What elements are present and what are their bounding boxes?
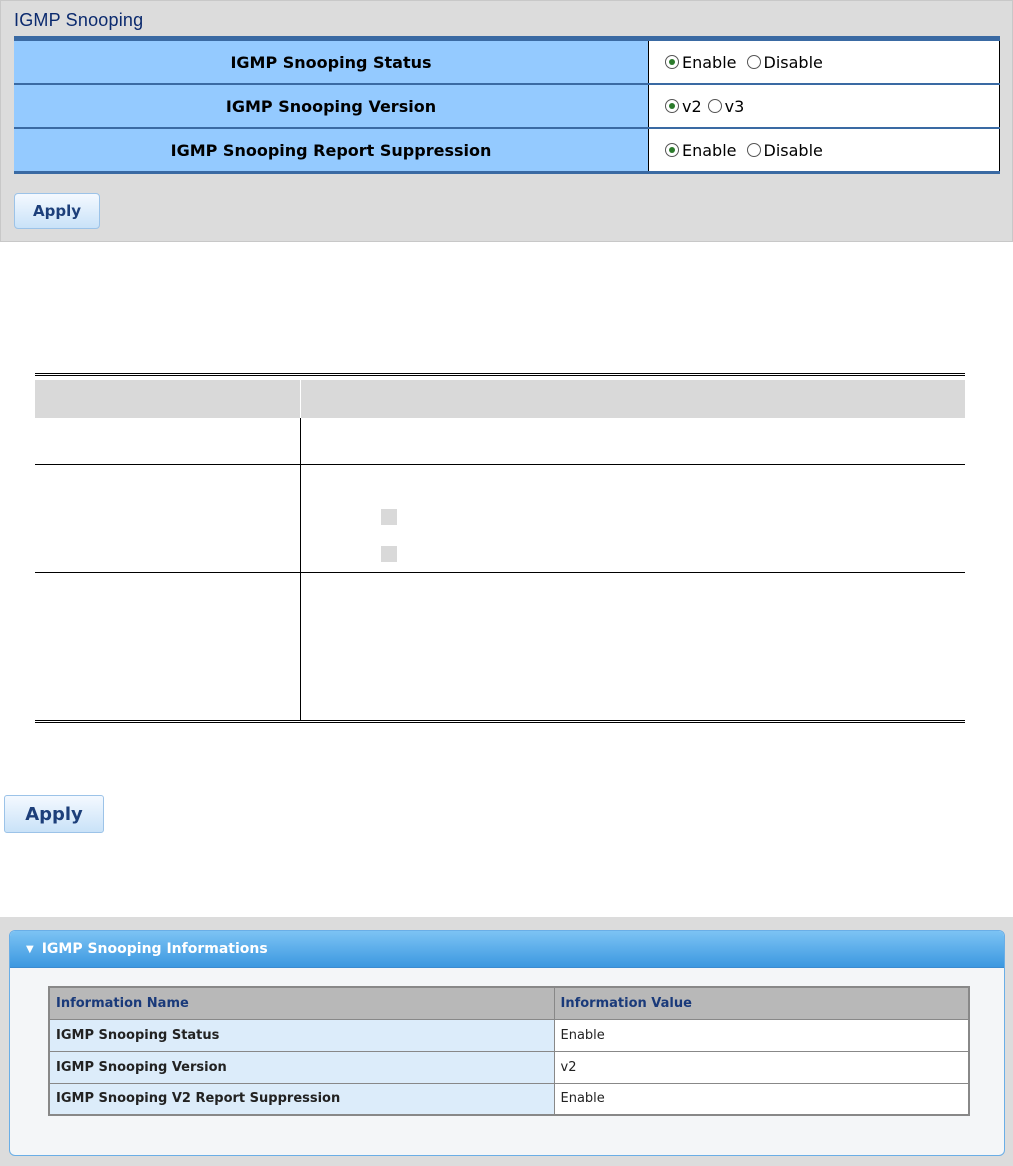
bullet-square-icon (381, 509, 397, 525)
table-header (35, 380, 965, 418)
info-header[interactable] (10, 931, 1004, 968)
apply-button-large[interactable]: Apply (4, 795, 104, 833)
radio-selected-icon[interactable] (665, 99, 679, 113)
config-row-report-suppression (14, 129, 1000, 171)
description-table (35, 373, 965, 723)
suppression-enable-radio[interactable]: Enable (665, 141, 737, 160)
config-table (14, 36, 1000, 174)
row-divider (35, 572, 965, 573)
igmp-snooping-config-panel (0, 0, 1013, 242)
info-name: IGMP Snooping Status (49, 1019, 554, 1051)
igmp-snooping-info-panel (0, 917, 1013, 1166)
radio-selected-icon[interactable] (665, 143, 679, 157)
config-row-status (14, 41, 1000, 83)
info-value: Enable (554, 1019, 969, 1051)
info-value: v2 (554, 1051, 969, 1083)
radio-unselected-icon[interactable] (747, 143, 761, 157)
row-options (649, 41, 1000, 83)
table-row (49, 1019, 969, 1051)
version-v3-radio[interactable]: v3 (708, 97, 745, 116)
info-header-title: IGMP Snooping Informations (41, 941, 268, 957)
config-row-version (14, 85, 1000, 127)
row-options (649, 129, 1000, 171)
row-label: IGMP Snooping Status (14, 41, 649, 83)
row-options (649, 85, 1000, 127)
row-divider (35, 464, 965, 465)
info-table (48, 986, 970, 1116)
column-header-value: Information Value (554, 987, 969, 1019)
info-name: IGMP Snooping V2 Report Suppression (49, 1083, 554, 1115)
info-name: IGMP Snooping Version (49, 1051, 554, 1083)
radio-selected-icon[interactable] (665, 55, 679, 69)
suppression-disable-radio[interactable]: Disable (747, 141, 823, 160)
status-disable-radio[interactable]: Disable (747, 53, 823, 72)
info-value: Enable (554, 1083, 969, 1115)
header-divider (300, 380, 301, 418)
panel-title: IGMP Snooping (14, 10, 144, 30)
row-label: IGMP Snooping Report Suppression (14, 129, 649, 171)
apply-button[interactable]: Apply (14, 193, 100, 229)
table-row (49, 1083, 969, 1115)
row-label: IGMP Snooping Version (14, 85, 649, 127)
version-v2-radio[interactable]: v2 (665, 97, 702, 116)
table-row (49, 1051, 969, 1083)
info-box (9, 930, 1005, 1156)
bullet-square-icon (381, 546, 397, 562)
table-header-row (49, 987, 969, 1019)
radio-unselected-icon[interactable] (708, 99, 722, 113)
status-enable-radio[interactable]: Enable (665, 53, 737, 72)
radio-unselected-icon[interactable] (747, 55, 761, 69)
collapse-triangle-icon[interactable]: ▼ (26, 943, 34, 955)
column-header-name: Information Name (49, 987, 554, 1019)
